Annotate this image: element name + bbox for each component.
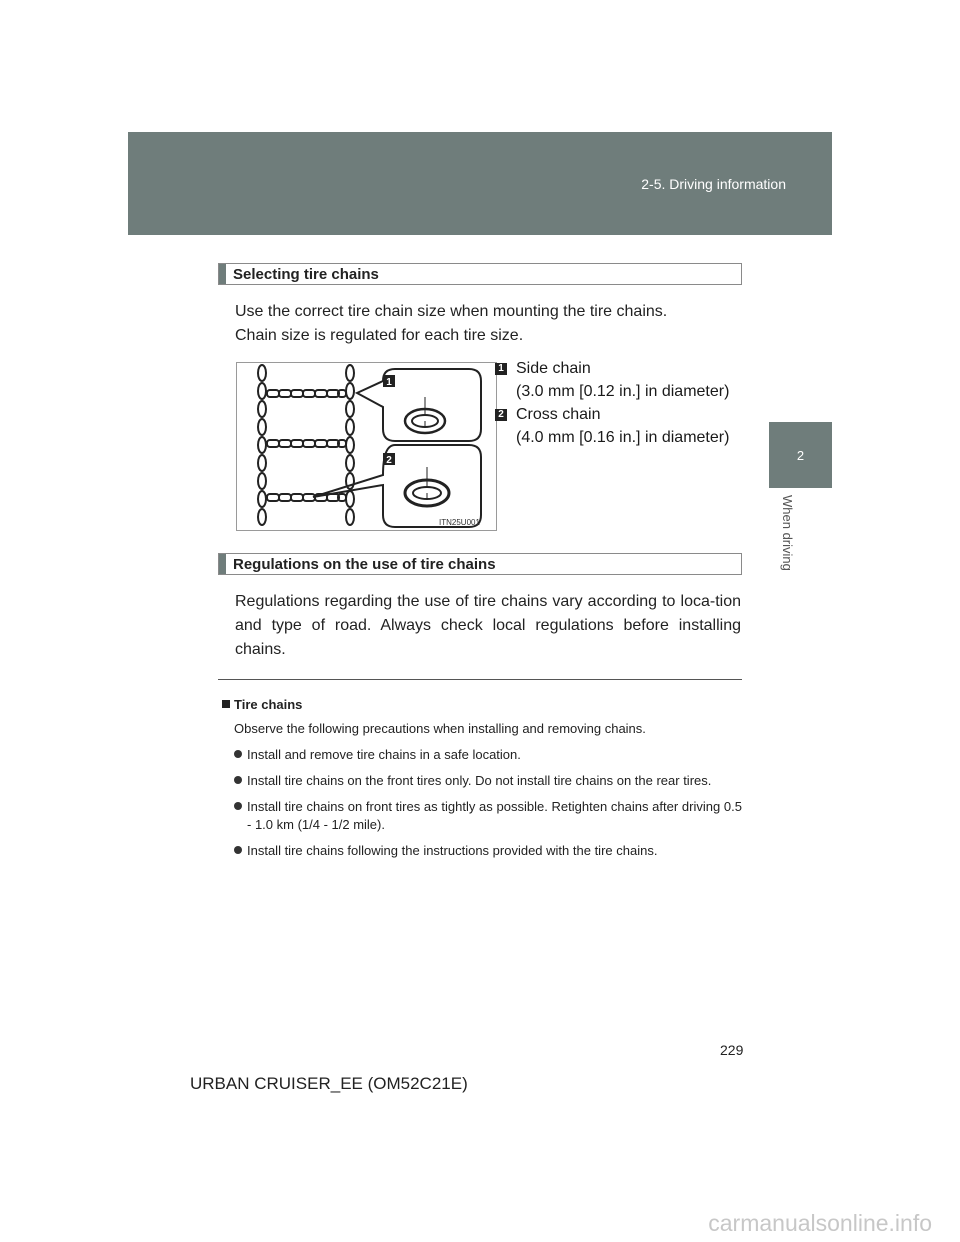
header-band: [128, 132, 832, 235]
square-bullet-icon: [222, 700, 230, 708]
callout-bubble-1: [357, 369, 481, 441]
cross-chain-3: [267, 494, 346, 501]
page-number: 229: [720, 1042, 744, 1058]
callout-item-side-chain: [495, 357, 745, 403]
callout-detail-1: (3.0 mm [0.12 in.] in diameter): [516, 383, 730, 400]
callout-bubble-2: [313, 445, 481, 527]
callout-number-2: 2: [495, 409, 507, 421]
notes-bullet-text: Install tire chains following the instructions provided with the tire chains.: [247, 843, 658, 858]
side-chain-right: [346, 365, 354, 525]
figure-label-2: 2: [386, 455, 392, 466]
callout-list: [495, 357, 745, 449]
section-heading-bar: [219, 264, 226, 284]
tire-chain-svg: [237, 363, 496, 530]
notes-intro: Observe the following precautions when installing and removing chains.: [234, 721, 646, 736]
callout-title-1: Side chain: [516, 360, 591, 377]
watermark: carmanualsonline.info: [708, 1210, 932, 1236]
section-heading-regulations: [218, 553, 742, 575]
cross-chain-2: [267, 440, 346, 447]
notes-bullet: [222, 842, 742, 860]
chapter-tab-label: When driving: [780, 495, 795, 571]
callout-detail-2: (4.0 mm [0.16 in.] in diameter): [516, 429, 730, 446]
notes-bullet: [222, 798, 742, 834]
section-heading-selecting: [218, 263, 742, 285]
notes-section: [222, 696, 742, 860]
circle-bullet-icon: [234, 776, 242, 784]
circle-bullet-icon: [234, 750, 242, 758]
divider-rule: [218, 679, 742, 680]
notes-bullet: [222, 746, 742, 764]
footer-manual-id: URBAN CRUISER_EE (OM52C21E): [190, 1074, 468, 1093]
figure-code: ITN25U001: [439, 518, 480, 527]
notes-title: [222, 696, 742, 714]
section2-body: Regulations regarding the use of tire chains vary according to loca-tion and type of road. Always check local regulations before installing chains.: [235, 593, 741, 658]
notes-bullet-text: Install tire chains on front tires as tightly as possible. Retighten chains after driving 0.5 - 1.0 km (1/4 - 1/2 mile).: [247, 799, 742, 832]
circle-bullet-icon: [234, 802, 242, 810]
tire-chain-illustration: [236, 362, 497, 531]
callout-title-2: Cross chain: [516, 406, 601, 423]
notes-title-text: Tire chains: [234, 697, 303, 712]
cross-chain-1: [267, 390, 346, 397]
notes-bullet-text: Install tire chains on the front tires only. Do not install tire chains on the rear tires.: [247, 773, 712, 788]
figure-label-1: 1: [386, 377, 392, 388]
notes-bullet-text: Install and remove tire chains in a safe location.: [247, 747, 521, 762]
section-heading-label: Regulations on the use of tire chains: [233, 556, 496, 573]
notes-bullet: [222, 772, 742, 790]
section-heading-bar: [219, 554, 226, 574]
section1-line2: Chain size is regulated for each tire size.: [235, 327, 524, 344]
callout-number-1: 1: [495, 363, 507, 375]
circle-bullet-icon: [234, 846, 242, 854]
section1-line1: Use the correct tire chain size when mounting the tire chains.: [235, 303, 668, 320]
section-heading-label: Selecting tire chains: [233, 266, 379, 283]
callout-item-cross-chain: [495, 403, 745, 449]
section-header-title: 2-5. Driving information: [641, 176, 786, 192]
chapter-tab-number: 2: [796, 448, 805, 463]
chapter-tab[interactable]: [769, 422, 832, 488]
side-chain-left: [258, 365, 266, 525]
